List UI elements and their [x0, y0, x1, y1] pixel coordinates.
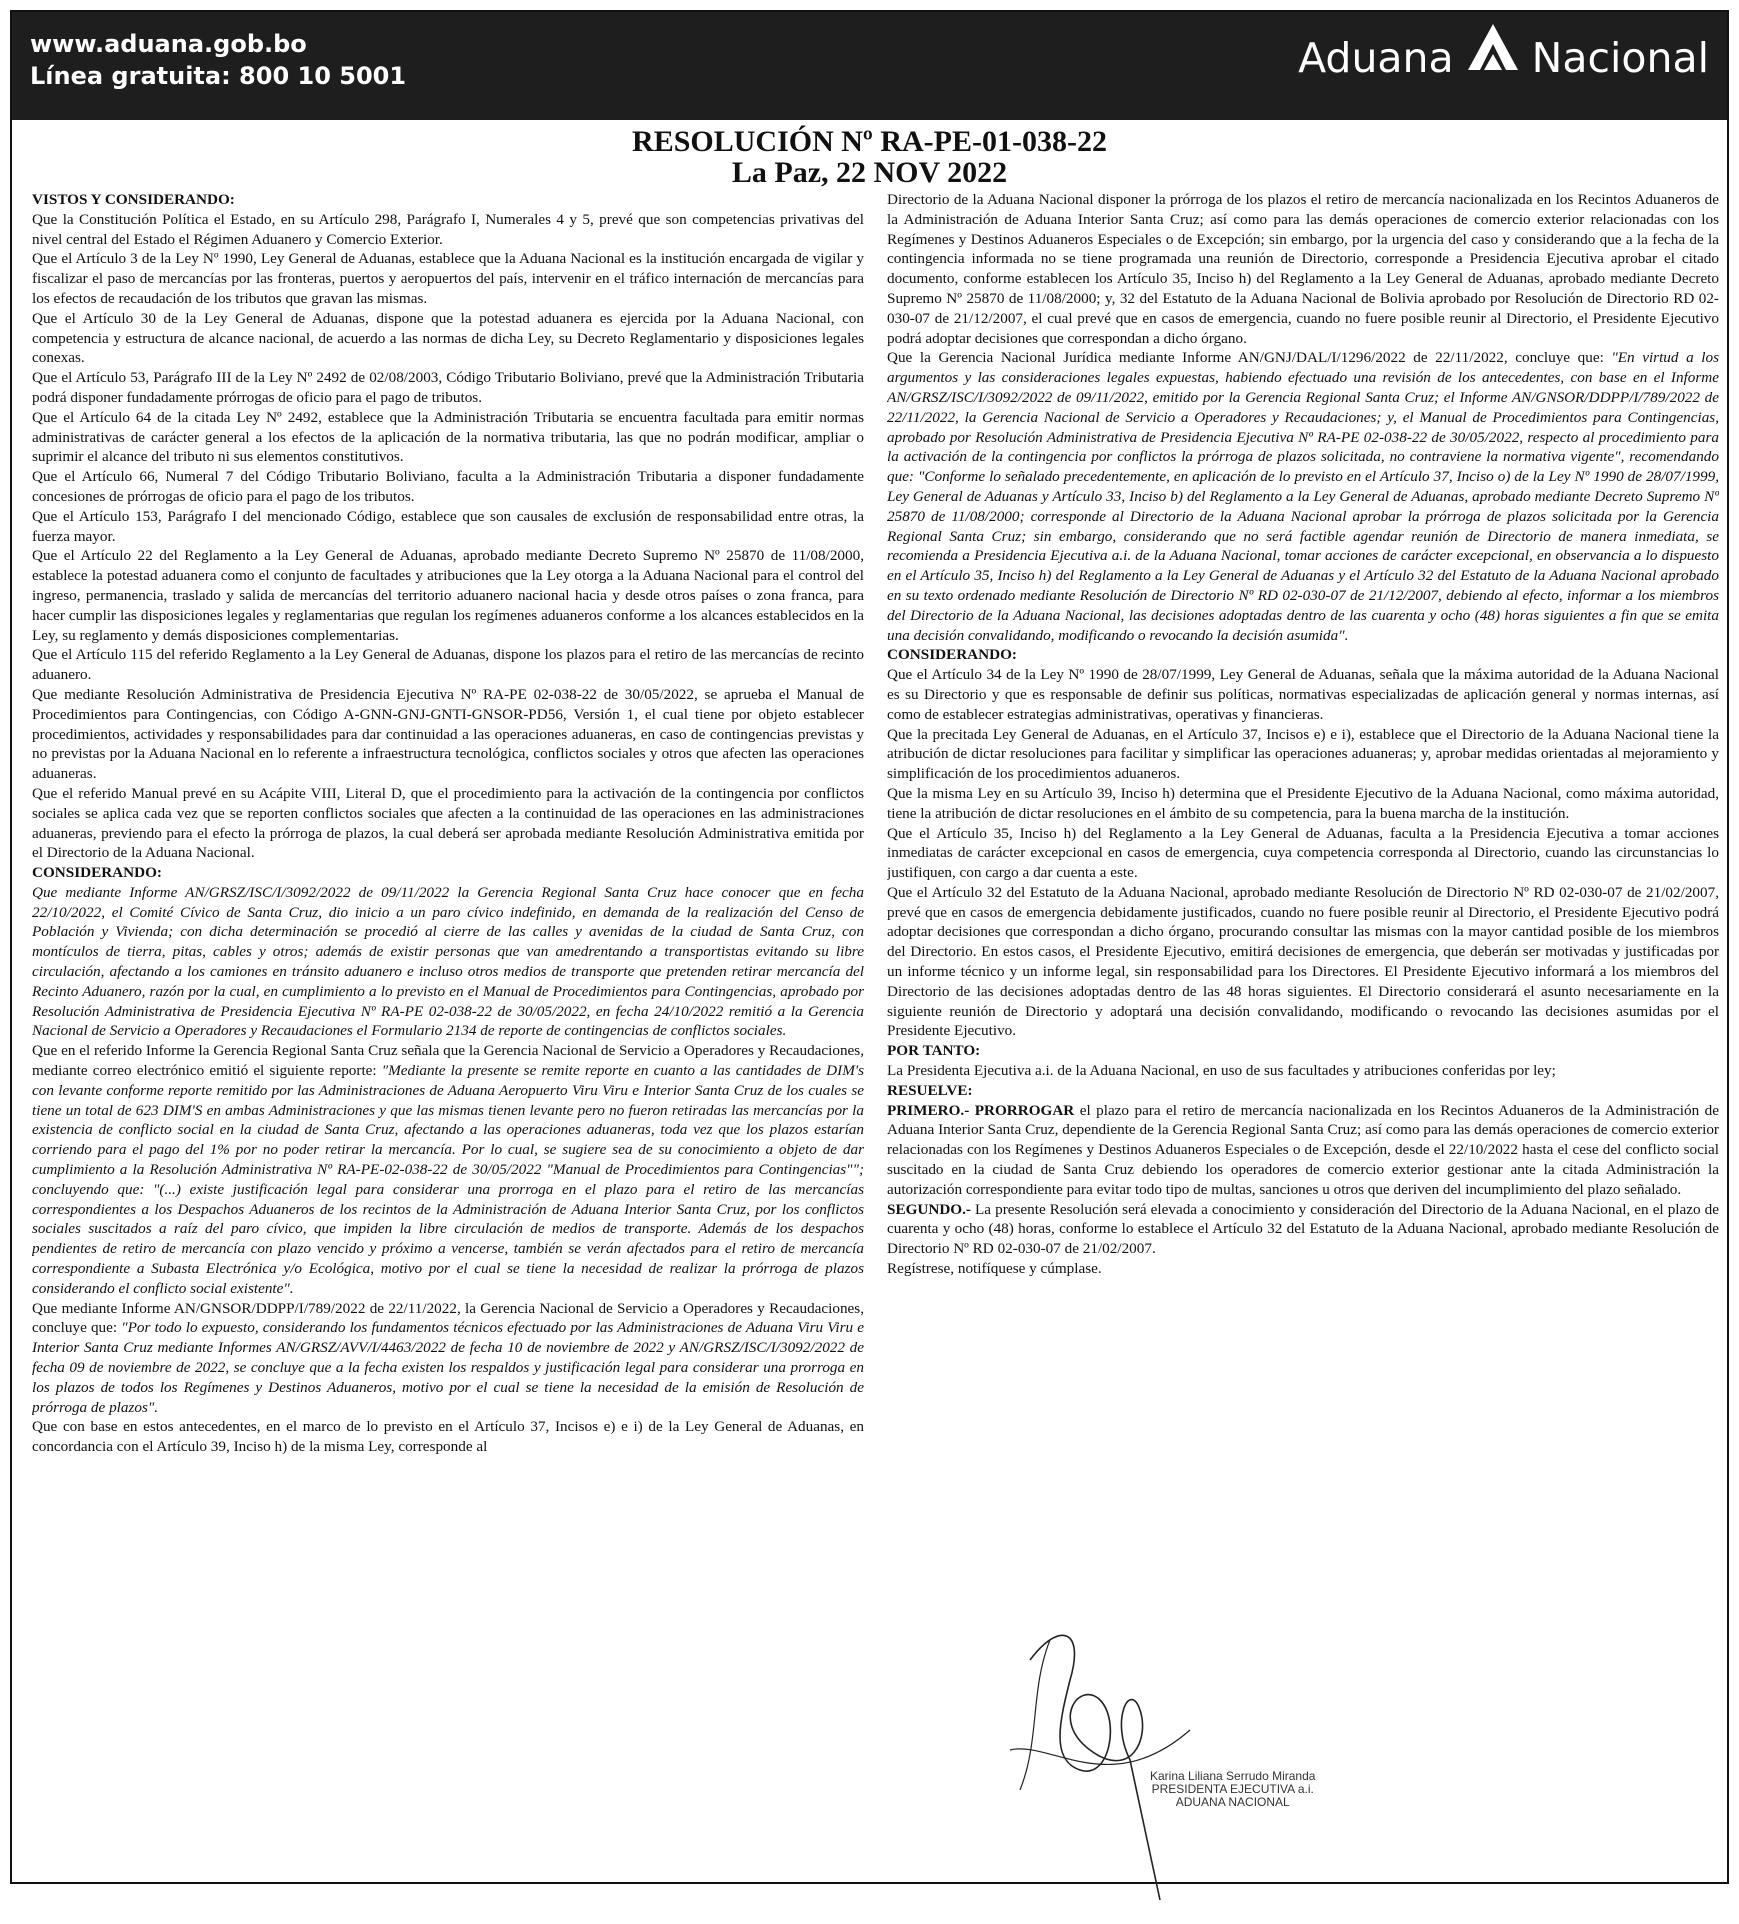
paragraph-text: Que el Artículo 32 del Estatuto de la Aduana Nacional, aprobado mediante Resolución de Directorio Nº RD 02-030-07 de 21/02/2007, prevé que en casos de emergencia debidamente justificados, cuando no fuere posible reunir al Directorio, el Presidente Ejecutivo podrá adoptar decisiones que correspondan a dicho órgano, procurando consultar las mismas con la mayor cantidad posible de los miembros del Directorio. En estos casos, el Presidente Ejecutivo, emitirá decisiones de emergencia, que deberán ser motivadas y justificadas por un informe técnico y un informe legal, sin responsabilidad para los Directores. El Presidente Ejecutivo informará a los miembros del Directorio de las decisiones adoptadas dentro de las 48 horas siguientes. El Directorio considerará el asunto necesariamente en la siguiente reunión de Directorio y adoptará una decisión convalidando, modificando o revocando las decisiones asumidas por el Presidente Ejecutivo.: [887, 883, 1719, 1040]
left-paragraph: [32, 1417, 864, 1457]
left-paragraph: [32, 368, 864, 408]
paragraph-italic: Que mediante Informe AN/GRSZ/ISC/I/3092/2022 de 09/11/2022 la Gerencia Regional Santa Cruz hace conocer que en fecha 22/10/2022, el Comité Cívico de Santa Cruz, dio inicio a un paro cívico indefinido, en demanda de la realización del Censo de Población y Vivienda; con dicha determinación se procedió al cierre de las calles y avenidas de la ciudad de Santa Cruz, con montículos de tierra, pitas, cables y otros; además de existir personas que van amedrentando a transportistas evitando su libre circulación, afectando a los camiones en tránsito aduanero e incluso otros medios de transporte que pretenden retirar mercancía del Recinto Aduanero, razón por la cual, en cumplimiento a lo previsto en el Manual de Procedimientos para Contingencias, aprobado por Resolución Administrativa de Presidencia Ejecutiva Nº RA-PE 02-038-22 de 30/05/2022, en fecha 24/10/2022 remitió a la Gerencia Nacional de Servicio a Operadores y Recaudaciones el Formulario 2134 de reporte de contingencias de conflictos sociales.: [32, 883, 864, 1040]
resolution-date: La Paz, 22 NOV 2022: [731, 156, 1008, 189]
left-paragraph: [32, 249, 864, 308]
paragraph-text: Que la Gerencia Nacional Jurídica mediante Informe AN/GNJ/DAL/I/1296/2022 de 22/11/2022, concluye que:: [887, 349, 1612, 367]
paragraph-text: Que en el referido Informe la Gerencia Regional Santa Cruz señala que la Gerencia Nacional de Servicio a Operadores y Recaudaciones, mediante correo electrónico emitió el siguiente reporte:: [32, 1042, 864, 1080]
paragraph-italic: "En virtud a los argumentos y las consideraciones legales expuestas, habiendo efectuado una revisión de los antecedentes, con base en el Informe AN/GRSZ/ISC/I/3092/2022 de 09/11/2022, emitido por la Gerencia Regional Santa Cruz; el Informe AN/GNSOR/DDPP/I/789/2022 de 22/11/2022, la Gerencia Nacional de Servicio a Operadores y Recaudaciones; y, el Manual de Procedimientos para Contingencias, aprobado por Resolución Administrativa de Presidencia Ejecutiva Nº RA-PE 02-038-22 de 30/05/2022, respecto al procedimiento para la activación de la contingencia por conflictos la prórroga de plazos solicitada, no contraviene la normativa vigente", recomendando que: "Conforme lo señalado precedentemente, en aplicación de lo previsto en el Artículo 37, Inciso o) de la Ley Nº 1990 de 28/07/1999, Ley General de Aduanas y Artículo 33, Inciso b) del Reglamento a la Ley General de Aduanas, aprobado mediante Decreto Supremo Nº 25870 de 11/08/2000; corresponde al Directorio de la Aduana Nacional aprobar la prórroga de plazos solicitada por la Gerencia Regional Santa Cruz; sin embargo, considerando que no será factible agendar reunión de Directorio de manera inmediata, se recomienda a Presidencia Ejecutiva a.i. de la Aduana Nacional, tomar acciones de carácter excepcional, en observancia a lo dispuesto en el Artículo 35, Inciso h) del Reglamento a la Ley General de Aduanas y el Artículo 32 del Estatuto de la Aduana Nacional aprobado en su texto ordenado mediante Resolución de Directorio Nº RD 02-030-07 de 21/12/2007, debiendo al efecto, informar a los miembros del Directorio de la Aduana Nacional, las decisiones adoptadas dentro de las cuarenta y ocho (48) horas siguientes a fin que se emita una decisión convalidando, modificando o revocando la decisión asumida".: [887, 349, 1719, 644]
paragraph-text: La Presidenta Ejecutiva a.i. de la Aduana Nacional, en uso de sus facultades y atribuciones conferidas por ley;: [887, 1062, 1556, 1080]
paragraph-text: Que el Artículo 30 de la Ley General de Aduanas, dispone que la potestad aduanera es ejercida por la Aduana Nacional, con competencia y estructura de alcance nacional, de acuerdo a las normas de dicha Ley, su Decreto Reglamentario y disposiciones legales conexas.: [32, 309, 864, 367]
right-paragraph: [887, 1041, 1719, 1061]
left-paragraph: [32, 309, 864, 368]
left-paragraph: [32, 467, 864, 507]
signatory-org: ADUANA NACIONAL: [1175, 1795, 1290, 1809]
left-paragraph: [32, 784, 864, 863]
right-paragraph: [887, 824, 1719, 883]
paragraph-text: Que la Constitución Política el Estado, en su Artículo 298, Parágrafo I, Numerales 4 y 5, prevé que son competencias privativas del nivel central del Estado el Régimen Aduanero y Comercio Exterior.: [32, 210, 864, 248]
paragraph-text: Regístrese, notifíquese y cúmplase.: [887, 1260, 1102, 1278]
left-paragraph: [32, 645, 864, 685]
right-paragraph: [887, 665, 1719, 724]
right-paragraph: [887, 348, 1719, 645]
paragraph-text: Que el Artículo 34 de la Ley Nº 1990 de 28/07/1999, Ley General de Aduanas, señala que la máxima autoridad de la Aduana Nacional es su Directorio y que es responsable de definir sus políticas, normativas especializadas de aplicación general y normas internas, así como de establecer estrategias administrativas, operativas y financieras.: [887, 666, 1719, 723]
paragraph-text: Directorio de la Aduana Nacional disponer la prórroga de los plazos el retiro de mercancía nacionalizada en los Recintos Aduaneros de la Administración de Aduana Interior Santa Cruz; así como para las demás operaciones de comercio exterior relacionadas con los Regímenes y Destinos Aduaneros Especiales o de Excepción; sin embargo, por la urgencia del caso y considerando que a la fecha de la contingencia informada no se tiene programada una reunión de Directorio, corresponde a Presidencia Ejecutiva aprobar el citado documento, conforme establecen los Artículo 35, Inciso h) del Reglamento a la Ley General de Aduanas, aprobado mediante Decreto Supremo Nº 25870 de 11/08/2000; y, 32 del Estatuto de la Aduana Nacional de Bolivia aprobado por Resolución de Directorio RD 02-030-07 de 21/12/2007, el cual prevé que en casos de emergencia, cuando no fuere posible reunir al Directorio, el Presidente Ejecutivo podrá adoptar decisiones que correspondan a dicho órgano.: [887, 191, 1719, 347]
paragraph-bold: VISTOS Y CONSIDERANDO:: [32, 191, 235, 208]
paragraph-text: Que el Artículo 35, Inciso h) del Reglamento a la Ley General de Aduanas, faculta a la Presidencia Ejecutiva a tomar acciones inmediatas de carácter excepcional en casos de emergencia, cuya competencia corresponda al Directorio, cuando las circunstancias lo justifiquen, con cargo a dar cuenta a este.: [887, 824, 1719, 882]
right-paragraph: [887, 1200, 1719, 1259]
paragraph-text: La presente Resolución será elevada a conocimiento y consideración del Directorio de la Aduana Nacional, en el plazo de cuarenta y ocho (48) horas, conforme lo establece el Artículo 32 del Estatuto de la Aduana Nacional, aprobado mediante Resolución de Directorio Nº RD 02-030-07 de 21/02/2007.: [887, 1200, 1719, 1258]
right-paragraph: [887, 784, 1719, 824]
logo-word-left: Aduana: [1298, 34, 1454, 82]
right-paragraph: [887, 1259, 1719, 1279]
website-link[interactable]: www.aduana.gob.bo: [30, 30, 307, 58]
right-paragraph: [887, 725, 1719, 784]
resolution-title: RESOLUCIÓN Nº RA-PE-01-038-22: [632, 125, 1107, 158]
paragraph-bold: SEGUNDO.-: [887, 1200, 971, 1218]
left-paragraph: [32, 210, 864, 250]
hotline-text: Línea gratuita: 800 10 5001: [30, 62, 407, 90]
left-paragraph: [32, 408, 864, 467]
paragraph-italic: "Por todo lo expuesto, considerando los fundamentos técnicos efectuado por las Administraciones de Aduana Viru Viru e Interior Santa Cruz mediante Informes AN/GRSZ/AVV/I/4463/2022 de fecha 10 de noviembre de 2022 y AN/GRSZ/ISC/I/3092/2022 de fecha 09 de noviembre de 2022, se concluye que a la fecha existen los respaldos y justificación legal para considerar una prorroga en los plazos de todos los Regímenes y Destinos Aduaneros, motivo por el cual se tiene la necesidad de la emisión de Resolución de prórroga de plazos".: [32, 1319, 864, 1416]
aduana-logo: [1298, 22, 1709, 82]
paragraph-bold: CONSIDERANDO:: [887, 646, 1017, 664]
signature-block: [1150, 1770, 1315, 1809]
paragraph-bold: POR TANTO:: [887, 1042, 981, 1060]
logo-word-right: Nacional: [1531, 34, 1709, 82]
left-paragraph: [32, 1299, 864, 1418]
header-contact: [30, 28, 406, 92]
paragraph-text: Que la precitada Ley General de Aduanas, en el Artículo 37, Incisos e) e i), establece que el Directorio de la Aduana Nacional tiene la atribución de dictar resoluciones para facilitar y simplificar las operaciones aduaneras; y, aprobar medidas orientadas al mejoramiento y simplificación de los procedimientos aduaneros.: [887, 725, 1719, 783]
paragraph-text: Que el Artículo 53, Parágrafo III de la Ley Nº 2492 de 02/08/2003, Código Tributario Boliviano, prevé que la Administración Tributaria podrá disponer fundadamente prórrogas de oficio para el pago de tributos.: [32, 369, 864, 406]
mountain-icon: [1466, 22, 1520, 82]
right-paragraph: [887, 190, 1719, 348]
left-paragraph: [32, 507, 864, 547]
paragraph-bold: PRIMERO.- PRORROGAR: [887, 1101, 1075, 1119]
paragraph-bold: CONSIDERANDO:: [32, 864, 162, 882]
left-column: [32, 190, 864, 1870]
left-paragraph: [32, 190, 864, 210]
paragraph-italic: "Mediante la presente se remite reporte en cuanto a las cantidades de DIM's con levante conforme reporte remitido por las Administraciones de Aduana Aeropuerto Viru Viru e Interior Santa Cruz de los cuales se tiene un total de 623 DIM'S en ambas Administraciones y que las mismas tienen levante pero no fueron retiradas las mercancías por la existencia de conflicto social en la ciudad de Santa Cruz, afectando a las operaciones aduaneras, toda vez que los plazos estarían corriendo para el pago del 1% por no poder retirar la mercancía. Por lo cual, se sugiere sea de su conocimiento a objeto de dar cumplimiento a la Resolución Administrativa Nº RA-PE-02-038-22 de 30/05/2022 "Manual de Procedimientos para Contingencias""; concluyendo que: "(...) existe justificación legal para considerar una prorroga en el plazo para el retiro de las mercancías correspondientes a los Despachos Aduaneros de los recintos de la Administración de Aduana Interior Santa Cruz, por los conflictos sociales suscitados a raíz del paro cívico, que impiden la libre circulación de medios de transporte. Además de los despachos pendientes de retiro de mercancía con plazo vencido y próximo a vencerse, también se verán afectados para el retiro de mercancía correspondiente a Subasta Electrónica y/o Ecológica, motivo por el cual se tiene la necesidad de realizar la prórroga de plazos considerando el conflicto social existente".: [32, 1062, 864, 1297]
left-paragraph: [32, 1041, 864, 1298]
right-paragraph: [887, 1101, 1719, 1200]
paragraph-text: Que el Artículo 115 del referido Reglamento a la Ley General de Aduanas, dispone los plazos para el retiro de las mercancías de recinto aduanero.: [32, 646, 864, 684]
paragraph-text: Que el Artículo 64 de la citada Ley Nº 2492, establece que la Administración Tributaria se encuentra facultada para emitir normas administrativas de carácter general a los efectos de la aplicación de la normativa tributaria, las que no podrán modificar, ampliar o suprimir el alcance del tributo ni sus elementos constitutivos.: [32, 408, 864, 466]
right-paragraph: [887, 1081, 1719, 1101]
paragraph-text: Que el Artículo 66, Numeral 7 del Código Tributario Boliviano, faculta a la Administración Tributaria a disponer fundadamente concesiones de prórrogas de oficio para el pago de los tributos.: [32, 468, 864, 505]
signatory-role: PRESIDENTA EJECUTIVA a.i.: [1151, 1782, 1314, 1796]
left-paragraph: [32, 863, 864, 883]
paragraph-text: Que la misma Ley en su Artículo 39, Inciso h) determina que el Presidente Ejecutivo de la Aduana Nacional, como máxima autoridad, tiene la atribución de dictar resoluciones en el ámbito de su competencia, para la buena marcha de la institución.: [887, 784, 1719, 822]
left-paragraph: [32, 685, 864, 784]
right-paragraph: [887, 883, 1719, 1041]
paragraph-text: el plazo para el retiro de mercancía nacionalizada en los Recintos Aduaneros de la Administración de Aduana Interior Santa Cruz, dependiente de la Gerencia Regional Santa Cruz; así como para las demás operaciones de comercio exterior relacionadas con los Regímenes y Destinos Aduaneros Especiales o de Excepción, desde el 22/10/2022 hasta el cese del conflicto social suscitado en la ciudad de Santa Cruz debiendo los operadores de comercio exterior gestionar ante la citada Administración la autorización correspondiente para evitar todo tipo de multas, sanciones u otros que deriven del incumplimiento del plazo señalado.: [887, 1101, 1719, 1198]
paragraph-text: Que el referido Manual prevé en su Acápite VIII, Literal D, que el procedimiento para la activación de la contingencia por conflictos sociales se aplica cada vez que se reporten conflictos sociales que afecten a la continuidad de las operaciones en las administraciones aduaneras, previendo para el efecto la prórroga de plazos, la cual deberá ser aprobada mediante Resolución Administrativa emitida por el Directorio de la Aduana Nacional.: [32, 784, 864, 862]
left-paragraph: [32, 883, 864, 1041]
paragraph-text: Que el Artículo 3 de la Ley Nº 1990, Ley General de Aduanas, establece que la Aduana Nacional es la institución encargada de vigilar y fiscalizar el paso de mercancías por las fronteras, puertos y aeropuertos del país, intervenir en el tráfico internación de mercancías para los efectos de recaudación de los tributos que gravan las mismas.: [32, 250, 864, 307]
paragraph-text: Que mediante Informe AN/GNSOR/DDPP/I/789/2022 de 22/11/2022, la Gerencia Nacional de Servicio a Operadores y Recaudaciones, concluye que:: [32, 1299, 864, 1337]
right-paragraph: [887, 1061, 1719, 1081]
paragraph-text: Que el Artículo 153, Parágrafo I del mencionado Código, establece que son causales de exclusión de responsabilidad entre otras, la fuerza mayor.: [32, 507, 864, 545]
right-paragraph: [887, 645, 1719, 665]
paragraph-bold: RESUELVE:: [887, 1081, 973, 1099]
paragraph-text: Que mediante Resolución Administrativa de Presidencia Ejecutiva Nº RA-PE 02-038-22 de 30/05/2022, se aprueba el Manual de Procedimientos para Contingencias, con Código A-GNN-GNJ-GNTI-GNSOR-PD56, Versión 1, el cual tiene por objeto establecer procedimientos, actividades y responsabilidades para dar continuidad a las operaciones aduaneras, en caso de contingencias previstas y no previstas por la Aduana Nacional en lo referente a infraestructura tecnológica, conflictos sociales y otros que afecten las operaciones aduaneras.: [32, 685, 864, 783]
handwritten-signature: [990, 1600, 1290, 1900]
left-paragraph: [32, 546, 864, 645]
paragraph-text: Que con base en estos antecedentes, en el marco de lo previsto en el Artículo 37, Incisos e) e i) de la Ley General de Aduanas, en concordancia con el Artículo 39, Inciso h) de la misma Ley, corresponde al: [32, 1418, 864, 1456]
signatory-name: Karina Liliana Serrudo Miranda: [1150, 1769, 1316, 1783]
paragraph-text: Que el Artículo 22 del Reglamento a la Ley General de Aduanas, aprobado mediante Decreto Supremo Nº 25870 de 11/08/2000, establece la potestad aduanera como el conjunto de facultades y atribuciones que la Ley otorga a la Aduana Nacional para el control del ingreso, permanencia, traslado y salida de mercancías del territorio aduanero nacional hacia y desde otros países o zona franca, para hacer cumplir las disposiciones legales y reglamentarias que regulan los regímenes aduaneros conforme a los alcances establecidos en la Ley, su reglamento y demás disposiciones complementarias.: [32, 547, 864, 644]
